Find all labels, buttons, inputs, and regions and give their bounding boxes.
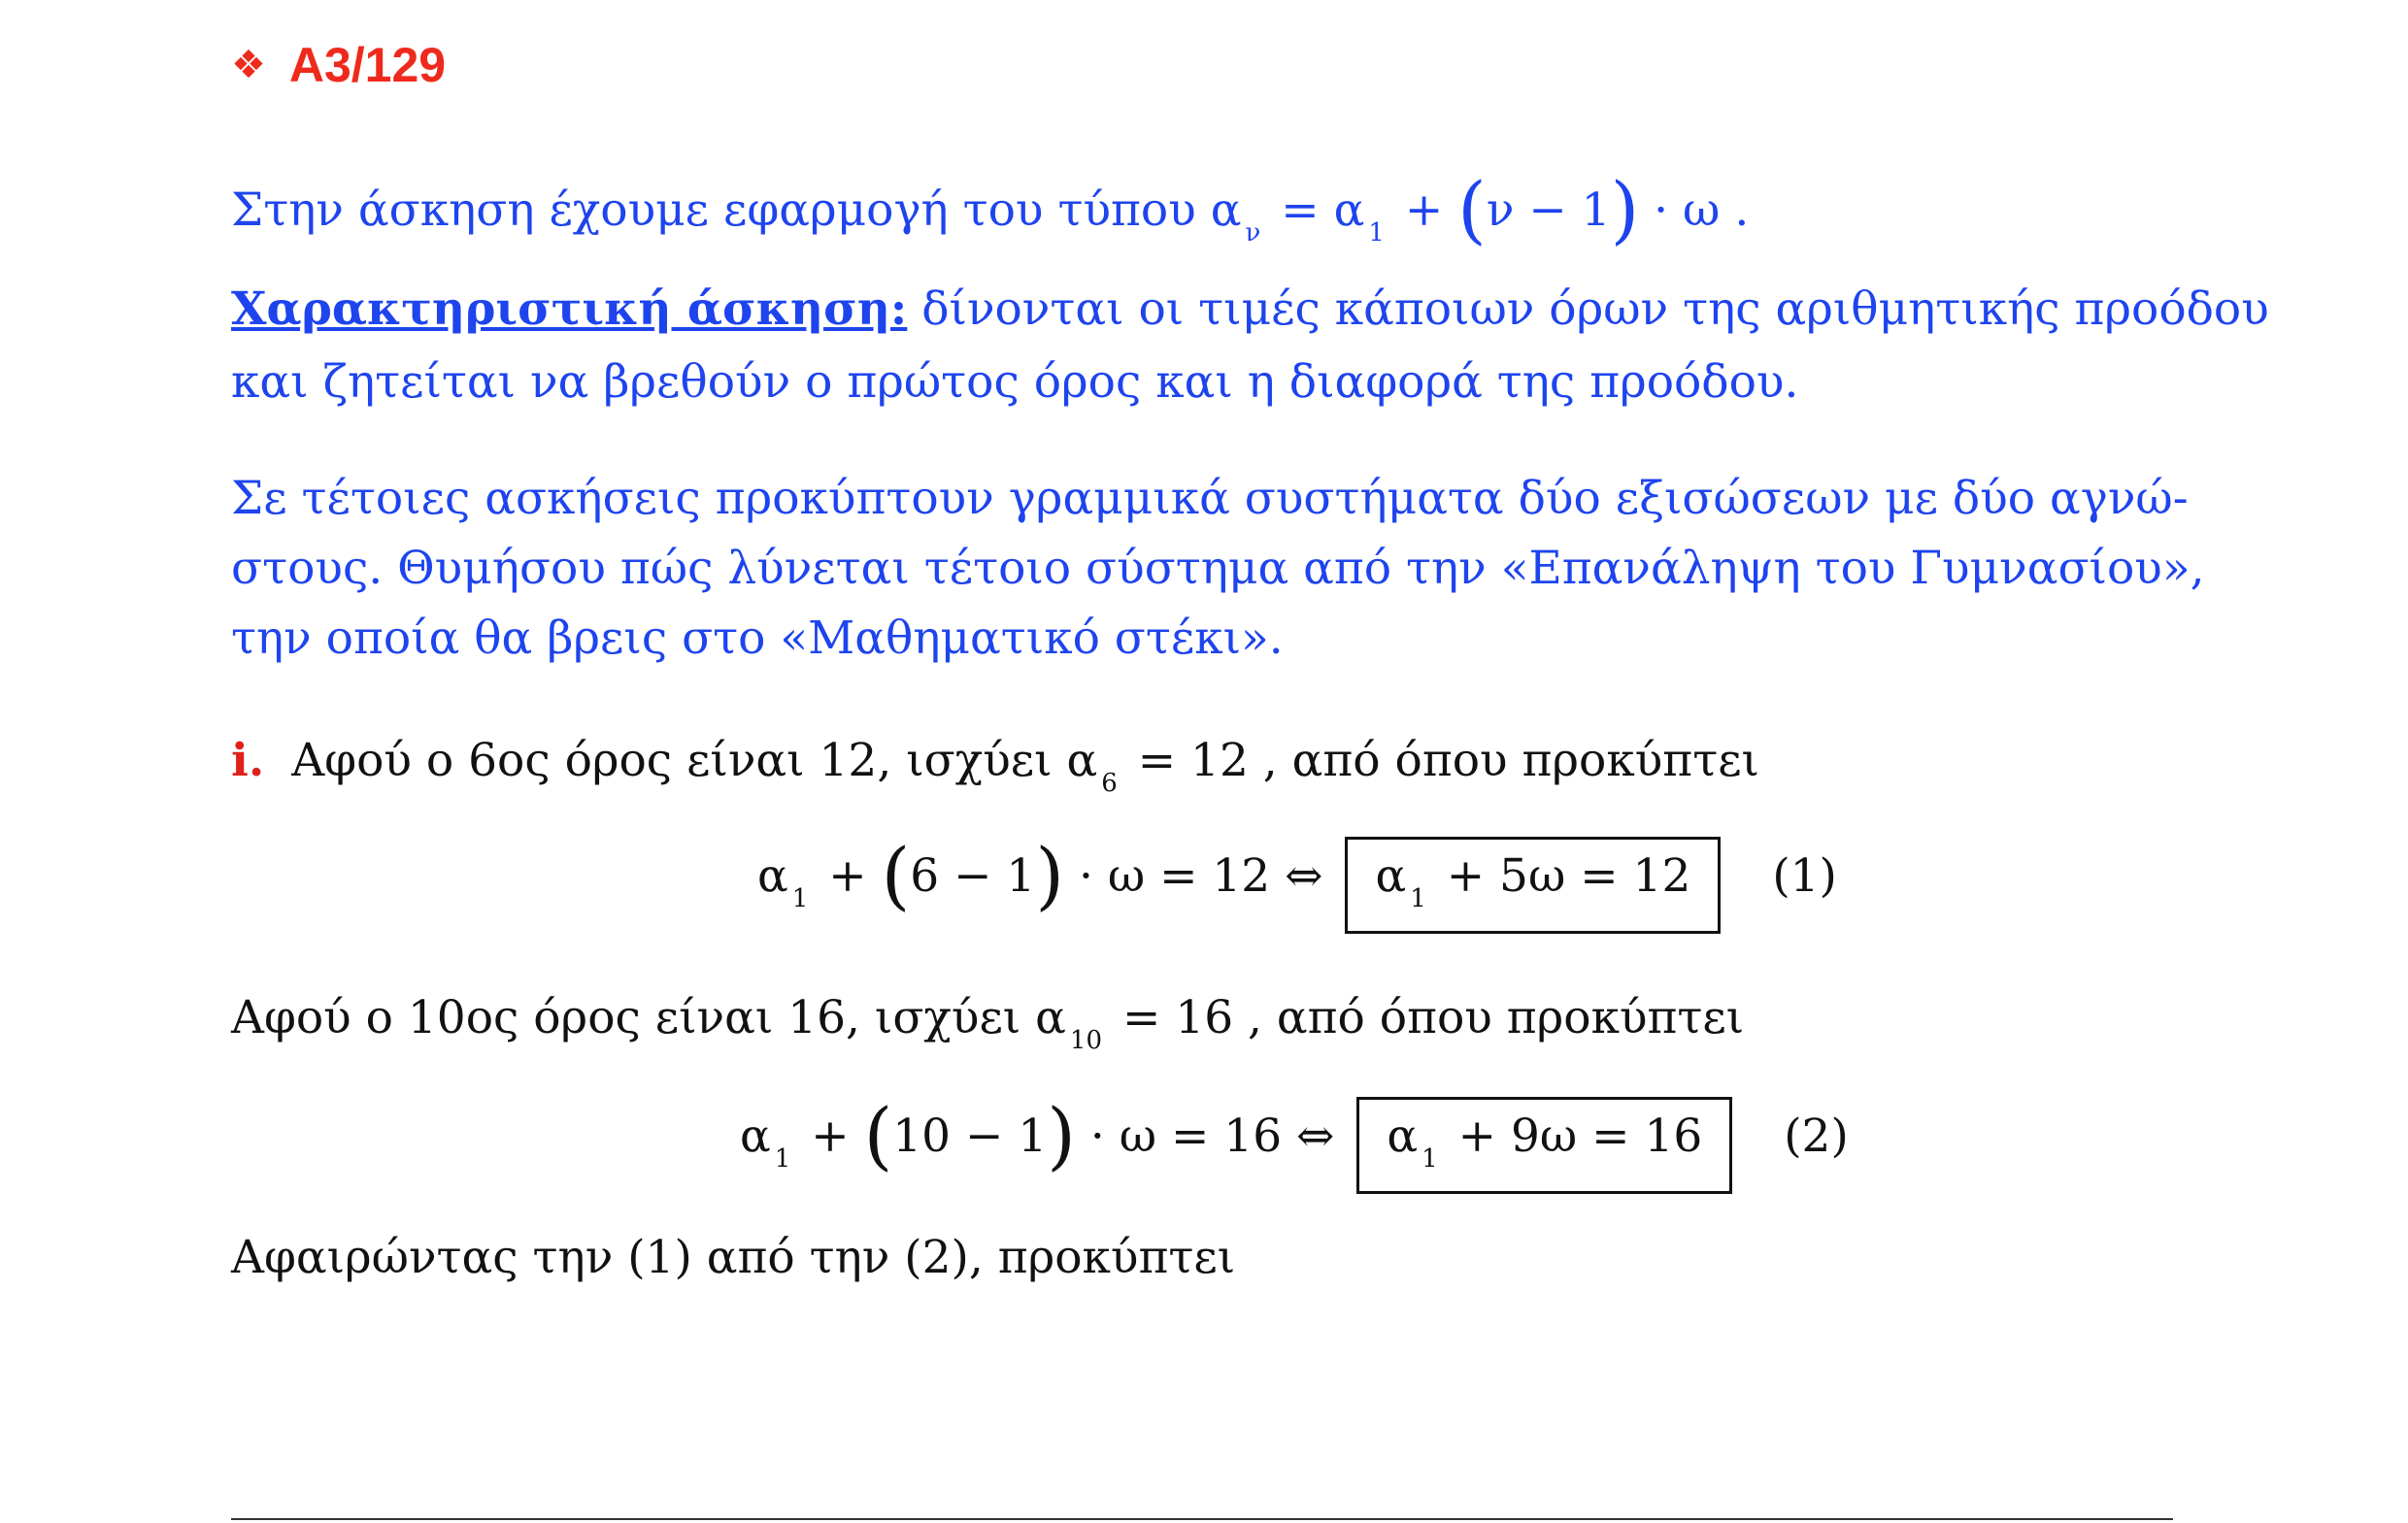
formula-alpha: α bbox=[1210, 183, 1242, 237]
formula-plus: + bbox=[1404, 183, 1444, 237]
exercise-title bbox=[231, 37, 446, 93]
eq1-boxed-result bbox=[1345, 837, 1721, 934]
systems-line-3: την οποία θα βρεις στο «Μαθηματικό στέκι». bbox=[231, 612, 1284, 665]
characteristic-line-2: και ζητείται να βρεθούν ο πρώτος όρος και η διαφορά της προόδου. bbox=[231, 355, 1799, 409]
eq1-right-paren: ) bbox=[1035, 832, 1064, 918]
equation-2 bbox=[740, 1092, 1849, 1194]
formula-inner: ν − 1 bbox=[1486, 183, 1611, 237]
part-i-line-1 bbox=[231, 734, 1759, 798]
eq2-mid: · ω = 16 ⇔ bbox=[1089, 1109, 1335, 1163]
part-i-text-1a: Αφού ο 6ος όρος είναι 12, ισχύει α bbox=[291, 734, 1098, 787]
eq2-alpha: α bbox=[740, 1109, 771, 1163]
eq2-inner: 10 − 1 bbox=[892, 1109, 1048, 1163]
formula-sub-1: 1 bbox=[1368, 218, 1385, 248]
part-i-sub-6: 6 bbox=[1101, 769, 1118, 798]
systems-line-2: στους. Θυμήσου πώς λύνεται τέτοιο σύστημα από την «Επανάληψη του Γυμνασίου», bbox=[231, 542, 2205, 595]
equation-1 bbox=[757, 832, 1837, 934]
part-i-sub-10: 10 bbox=[1069, 1026, 1103, 1055]
eq2-plus: + bbox=[811, 1109, 850, 1163]
eq2-left-paren: ( bbox=[863, 1092, 893, 1178]
formula-rhs-alpha: = α bbox=[1281, 183, 1365, 237]
exercise-number: A3/129 bbox=[288, 38, 447, 92]
eq1-label: (1) bbox=[1772, 849, 1837, 903]
eq1-box-alpha: α bbox=[1375, 849, 1407, 903]
eq1-mid: · ω = 12 ⇔ bbox=[1078, 849, 1323, 903]
part-i-marker: i. bbox=[231, 734, 265, 787]
formula-sub-n: ν bbox=[1245, 218, 1261, 248]
intro-formula bbox=[1210, 166, 1750, 252]
eq2-box-sub: 1 bbox=[1421, 1144, 1438, 1174]
eq1-plus: + bbox=[828, 849, 867, 903]
eq1-box-sub: 1 bbox=[1410, 884, 1426, 913]
eq1-box-rest: + 5ω = 12 bbox=[1446, 849, 1691, 903]
characteristic-text-1: δίνονται οι τιμές κάποιων όρων της αριθμητικής προόδου bbox=[921, 282, 2269, 336]
characteristic-lead: Χαρακτηριστική άσκηση: bbox=[231, 282, 908, 336]
eq2-box-rest: + 9ω = 16 bbox=[1457, 1109, 1703, 1163]
diamond-bullet-icon: ❖ bbox=[231, 44, 266, 86]
eq2-right-paren: ) bbox=[1047, 1092, 1076, 1178]
eq2-label: (2) bbox=[1784, 1109, 1849, 1163]
part-i-text-2b: = 16 , από όπου προκύπτει bbox=[1121, 991, 1745, 1044]
systems-line-1: Σε τέτοιες ασκήσεις προκύπτουν γραμμικά συστήματα δύο εξισώσεων με δύο αγνώ- bbox=[231, 472, 2189, 525]
intro-text: Στην άσκηση έχουμε εφαρμογή του τύπου bbox=[231, 183, 1196, 237]
eq1-sub: 1 bbox=[791, 884, 809, 913]
part-i-line-2 bbox=[231, 991, 1745, 1055]
eq2-boxed-result bbox=[1356, 1097, 1732, 1194]
formula-right-paren: ) bbox=[1610, 166, 1640, 252]
formula-left-paren: ( bbox=[1457, 166, 1487, 252]
eq1-left-paren: ( bbox=[881, 832, 911, 918]
eq2-sub: 1 bbox=[774, 1144, 791, 1174]
part-i-text-1b: = 12 , από όπου προκύπτει bbox=[1137, 734, 1759, 787]
formula-tail: · ω . bbox=[1654, 183, 1750, 237]
part-i-text-2a: Αφού ο 10ος όρος είναι 16, ισχύει α bbox=[231, 991, 1066, 1044]
characteristic-line-1 bbox=[231, 282, 2269, 336]
eq1-alpha: α bbox=[757, 849, 788, 903]
part-i-line-3: Αφαιρώντας την (1) από την (2), προκύπτει bbox=[231, 1231, 1236, 1284]
eq1-inner: 6 − 1 bbox=[910, 849, 1036, 903]
footer-rule bbox=[231, 1518, 2173, 1520]
eq2-box-alpha: α bbox=[1387, 1109, 1419, 1163]
intro-line bbox=[231, 166, 1750, 252]
